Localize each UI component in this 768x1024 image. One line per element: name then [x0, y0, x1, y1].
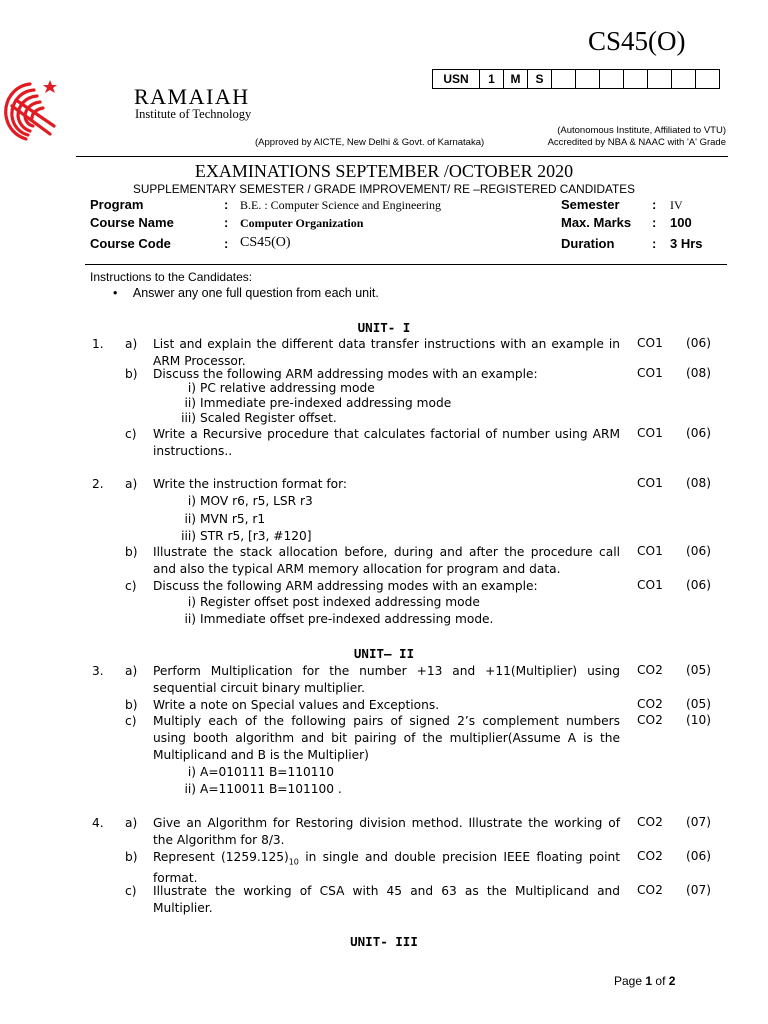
- question-text: Write the instruction format for:: [153, 477, 348, 491]
- institute-name: Institute of Technology: [135, 107, 252, 121]
- sub-item-text: Register offset post indexed addressing mode: [200, 595, 480, 609]
- colon: :: [224, 236, 229, 251]
- info-divider: [85, 264, 727, 265]
- course-outcome: CO1: [637, 578, 663, 592]
- question-number: 3.: [92, 664, 104, 678]
- part-label: a): [125, 816, 138, 830]
- sub-item-label: i): [187, 765, 196, 779]
- colon: :: [224, 197, 229, 212]
- colon: :: [652, 215, 657, 230]
- unit-heading: UNIT- I: [357, 320, 411, 335]
- part-label: a): [125, 664, 138, 678]
- question-text: Illustrate the working of CSA with 45 and 63 as the Multiplicand and Multiplier.: [153, 884, 620, 915]
- sub-item-label: i): [187, 381, 196, 395]
- course-outcome: CO1: [637, 366, 663, 380]
- bullet-icon: •: [113, 286, 118, 300]
- usn-cell: 1: [480, 70, 504, 89]
- sub-item-label: ii): [184, 396, 196, 410]
- question-text: List and explain the different data transfer instructions with an example in ARM Processor.: [153, 337, 620, 368]
- marks: (06): [686, 849, 712, 863]
- usn-cell: S: [528, 70, 552, 89]
- course-outcome: CO1: [637, 544, 663, 558]
- sub-item-text: A=010111 B=110110: [200, 765, 335, 779]
- part-label: c): [125, 427, 137, 441]
- question-text: Perform Multiplication for the number +13 and +11(Multiplier) using sequential circuit binary multiplier.: [153, 664, 620, 695]
- course-outcome: CO1: [637, 476, 663, 490]
- question-text: Discuss the following ARM addressing modes with an example:: [153, 579, 538, 593]
- marks: (07): [686, 883, 712, 897]
- sub-item-text: STR r5, [r3, #120]: [200, 529, 312, 543]
- instruction-item: [113, 286, 379, 300]
- question-text: Write a Recursive procedure that calculates factorial of number using ARM instructions..: [153, 427, 620, 458]
- course-outcome: CO2: [637, 697, 663, 711]
- course-outcome: CO2: [637, 849, 663, 863]
- part-label: b): [125, 698, 138, 712]
- usn-cell: M: [504, 70, 528, 89]
- course-name-label: Course Name: [90, 215, 174, 230]
- course-outcome: CO2: [637, 713, 663, 727]
- instruction-text: Answer any one full question from each unit.: [132, 286, 379, 300]
- usn-cell: [624, 70, 648, 89]
- marks: (06): [686, 336, 712, 350]
- marks: (08): [686, 366, 712, 380]
- colon: :: [652, 197, 657, 212]
- marks: (07): [686, 815, 712, 829]
- sub-item-text: MOV r6, r5, LSR r3: [200, 494, 313, 508]
- part-label: b): [125, 545, 138, 559]
- page-total: 2: [668, 974, 676, 988]
- course-name-value: Computer Organization: [240, 216, 364, 230]
- usn-cell: [600, 70, 624, 89]
- marks: (05): [686, 697, 712, 711]
- question-text: Discuss the following ARM addressing modes with an example:: [153, 367, 538, 381]
- sub-item-label: ii): [184, 512, 196, 526]
- duration-label: Duration: [561, 236, 615, 251]
- sub-item-text: PC relative addressing mode: [200, 381, 375, 395]
- usn-box: [432, 69, 720, 89]
- usn-cell: [552, 70, 576, 89]
- instructions-heading: Instructions to the Candidates:: [90, 270, 253, 284]
- usn-cell: [672, 70, 696, 89]
- of-word: of: [655, 974, 666, 988]
- sub-item-label: i): [187, 494, 196, 508]
- question-text: Write a note on Special values and Exceptions.: [153, 698, 440, 712]
- sub-item-label: i): [187, 595, 196, 609]
- question-text-post: in single and double precision IEEE floating point format.: [153, 850, 620, 886]
- usn-cell: [648, 70, 672, 89]
- part-label: a): [125, 337, 138, 351]
- sub-item-text: Immediate offset pre-indexed addressing mode.: [200, 612, 494, 626]
- part-label: c): [125, 714, 137, 728]
- ramaiah-logo-icon: [0, 76, 64, 142]
- page-number: [614, 974, 675, 988]
- course-code-top: CS45(O): [588, 26, 686, 56]
- sub-item-label: iii): [181, 411, 196, 425]
- sub-item-label: ii): [184, 612, 196, 626]
- usn-label: USN: [433, 70, 480, 89]
- program-label: Program: [90, 197, 144, 212]
- marks: (05): [686, 663, 712, 677]
- question-number: 4.: [92, 816, 104, 830]
- max-marks-label: Max. Marks: [561, 215, 632, 230]
- program-value: B.E. : Computer Science and Engineering: [240, 198, 441, 212]
- accreditation-note: [420, 125, 726, 149]
- accredited-line: Accredited by NBA & NAAC with 'A' Grade: [547, 137, 726, 148]
- unit-heading: UNIT- III: [350, 934, 418, 949]
- course-outcome: CO1: [637, 426, 663, 440]
- question-text: Illustrate the stack allocation before, during and after the procedure call and also the typical ARM memory allocation for program and data.: [153, 545, 620, 576]
- course-outcome: CO2: [637, 663, 663, 677]
- part-label: a): [125, 477, 138, 491]
- sub-item-text: MVN r5, r1: [200, 512, 266, 526]
- marks: (06): [686, 578, 712, 592]
- semester-value: IV: [670, 198, 683, 212]
- sub-item-label: iii): [181, 529, 196, 543]
- exam-title: EXAMINATIONS SEPTEMBER /OCTOBER 2020: [194, 161, 574, 181]
- part-label: c): [125, 884, 137, 898]
- question-text: Multiply each of the following pairs of signed 2’s complement numbers using booth algorithm and bit pairing of the multiplier(Assume A is the Multiplicand and B is the Multiplier): [153, 714, 620, 762]
- question-number: 1.: [92, 337, 104, 351]
- course-code-value: CS45(O): [240, 235, 291, 250]
- course-outcome: CO1: [637, 336, 663, 350]
- sub-item-text: A=110011 B=101100 .: [200, 782, 342, 796]
- course-code-label: Course Code: [90, 236, 171, 251]
- part-label: b): [125, 367, 138, 381]
- course-outcome: CO2: [637, 815, 663, 829]
- sub-item-text: Scaled Register offset.: [200, 411, 337, 425]
- autonomous-line: (Autonomous Institute, Affiliated to VTU): [557, 125, 726, 136]
- usn-cell: [576, 70, 600, 89]
- question-text: Give an Algorithm for Restoring division method. Illustrate the working of the Algorithm for 8/3.: [153, 816, 620, 847]
- marks: (06): [686, 426, 712, 440]
- approval-note: (Approved by AICTE, New Delhi & Govt. of Karnataka): [255, 137, 485, 148]
- duration-value: 3 Hrs: [670, 236, 703, 251]
- sub-item-text: Immediate pre-indexed addressing mode: [200, 396, 452, 410]
- colon: :: [224, 215, 229, 230]
- marks: (08): [686, 476, 712, 490]
- colon: :: [652, 236, 657, 251]
- marks: (10): [686, 713, 712, 727]
- question-text-pre: Represent (1259.125): [153, 850, 289, 864]
- header-divider: [76, 156, 728, 157]
- page-word: Page: [614, 974, 643, 988]
- part-label: c): [125, 579, 137, 593]
- sub-item-label: ii): [184, 782, 196, 796]
- semester-label: Semester: [561, 197, 620, 212]
- exam-subtitle: SUPPLEMENTARY SEMESTER / GRADE IMPROVEMENT/ RE –REGISTERED CANDIDATES: [133, 182, 635, 196]
- page-current: 1: [645, 974, 653, 988]
- base-subscript: 10: [288, 857, 299, 867]
- usn-cell: [696, 70, 720, 89]
- question-text: [153, 849, 620, 887]
- unit-heading: UNIT– II: [353, 646, 415, 661]
- course-outcome: CO2: [637, 883, 663, 897]
- max-marks-value: 100: [670, 215, 692, 230]
- question-number: 2.: [92, 477, 104, 491]
- part-label: b): [125, 850, 138, 864]
- institute-brand: RAMAIAH: [134, 84, 250, 109]
- marks: (06): [686, 544, 712, 558]
